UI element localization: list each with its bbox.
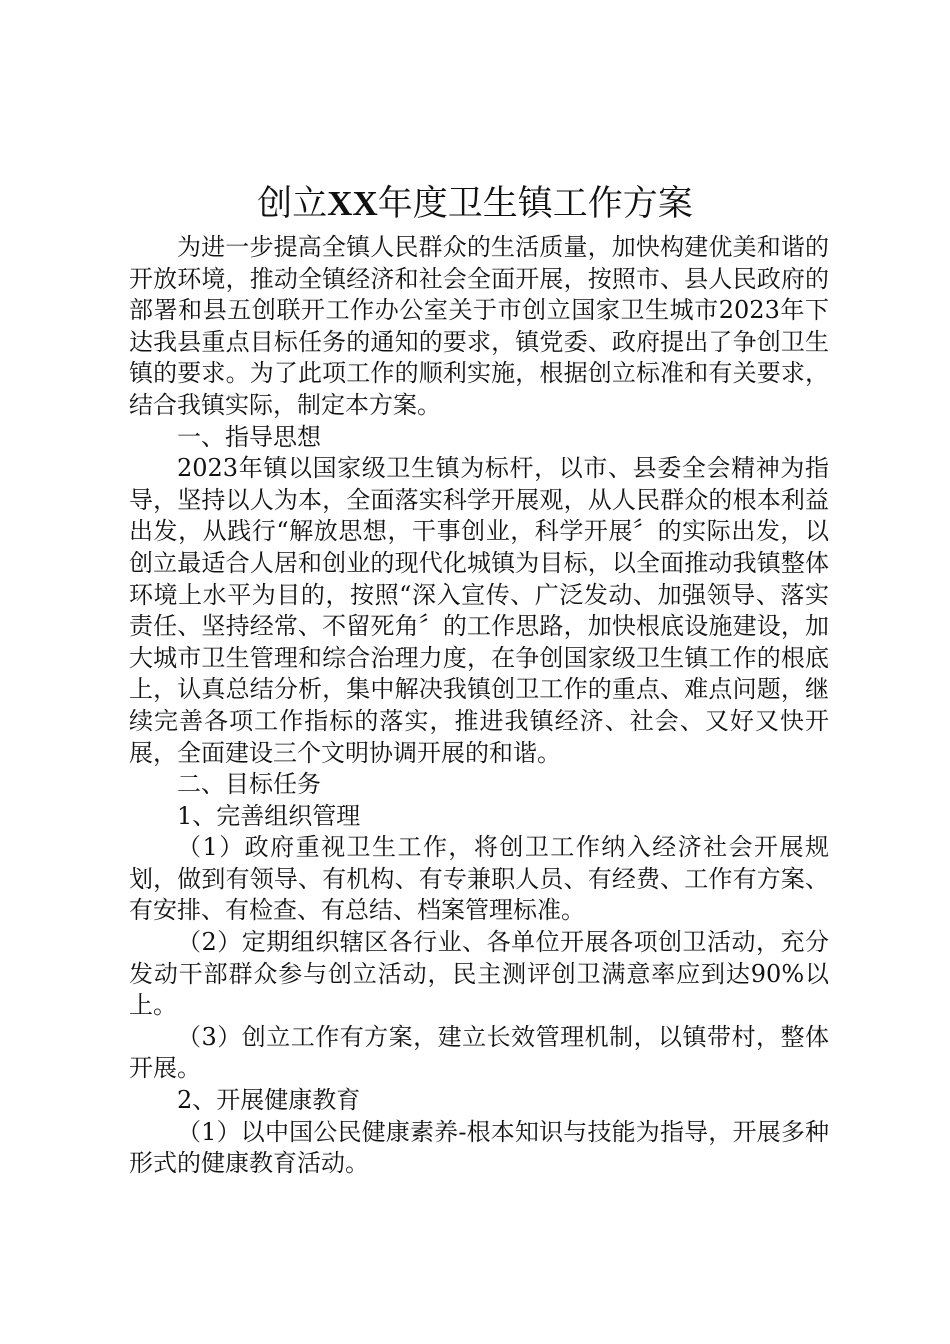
item-organization-3: （3）创立工作有方案，建立长效管理机制，以镇带村，整体开展。 — [129, 1022, 829, 1083]
guiding-ideology-paragraph: 2023年镇以国家级卫生镇为标杆，以市、县委全会精神为指导，坚持以人为本，全面落实科学开展观，从人民群众的根本利益出发，从践行“解放思想，干事创业，科学开展〞的实际出发，以创立最适合人居和创业的现代化城镇为目标，以全面推动我镇整体环境上水平为目的，按照“深入宣传、广泛发动、加强领导、落实责任、坚持经常、不留死角〞的工作思路，加快根底设施建设，加大城市卫生管理和综合治理力度，在争创国家级卫生镇工作的根底上，认真总结分析，集中解决我镇创卫工作的重点、难点问题，继续完善各项工作指标的落实，推进我镇经济、社会、又好又快开展，全面建设三个文明协调开展的和谐。 — [129, 454, 829, 767]
title-suffix: 年度卫生镇工作方案 — [377, 184, 693, 224]
item-organization-2: （2）定期组织辖区各行业、各单位开展各项创卫活动，充分发动干部群众参与创立活动，民主测评创卫满意率应到达90%以上。 — [129, 928, 829, 1020]
intro-paragraph: 为进一步提高全镇人民群众的生活质量，加快构建优美和谐的开放环境，推动全镇经济和社会全面开展，按照市、县人民政府的部署和县五创联开工作办公室关于市创立国家卫生城市2023年下达我县重点目标任务的通知的要求，镇党委、政府提出了争创卫生镇的要求。为了此项工作的顺利实施，根据创立标准和有关要求，结合我镇实际，制定本方案。 — [129, 233, 829, 419]
section-heading-guiding-ideology: 一、指导思想 — [177, 422, 321, 451]
subheading-health-education: 2、开展健康教育 — [177, 1086, 361, 1115]
item-organization-1: （1）政府重视卫生工作，将创卫工作纳入经济社会开展规划，做到有领导、有机构、有专兼职人员、有经费、工作有方案、有安排、有检查、有总结、档案管理标准。 — [129, 833, 829, 925]
item-health-education-1: （1）以中国公民健康素养-根本知识与技能为指导，开展多种形式的健康教育活动。 — [129, 1117, 829, 1178]
section-heading-targets: 二、目标任务 — [177, 770, 321, 799]
document-title — [0, 178, 950, 230]
title-xx: XX — [327, 184, 378, 223]
document-body — [129, 232, 829, 1180]
subheading-organization: 1、完善组织管理 — [177, 801, 361, 830]
title-prefix: 创立 — [257, 184, 328, 224]
